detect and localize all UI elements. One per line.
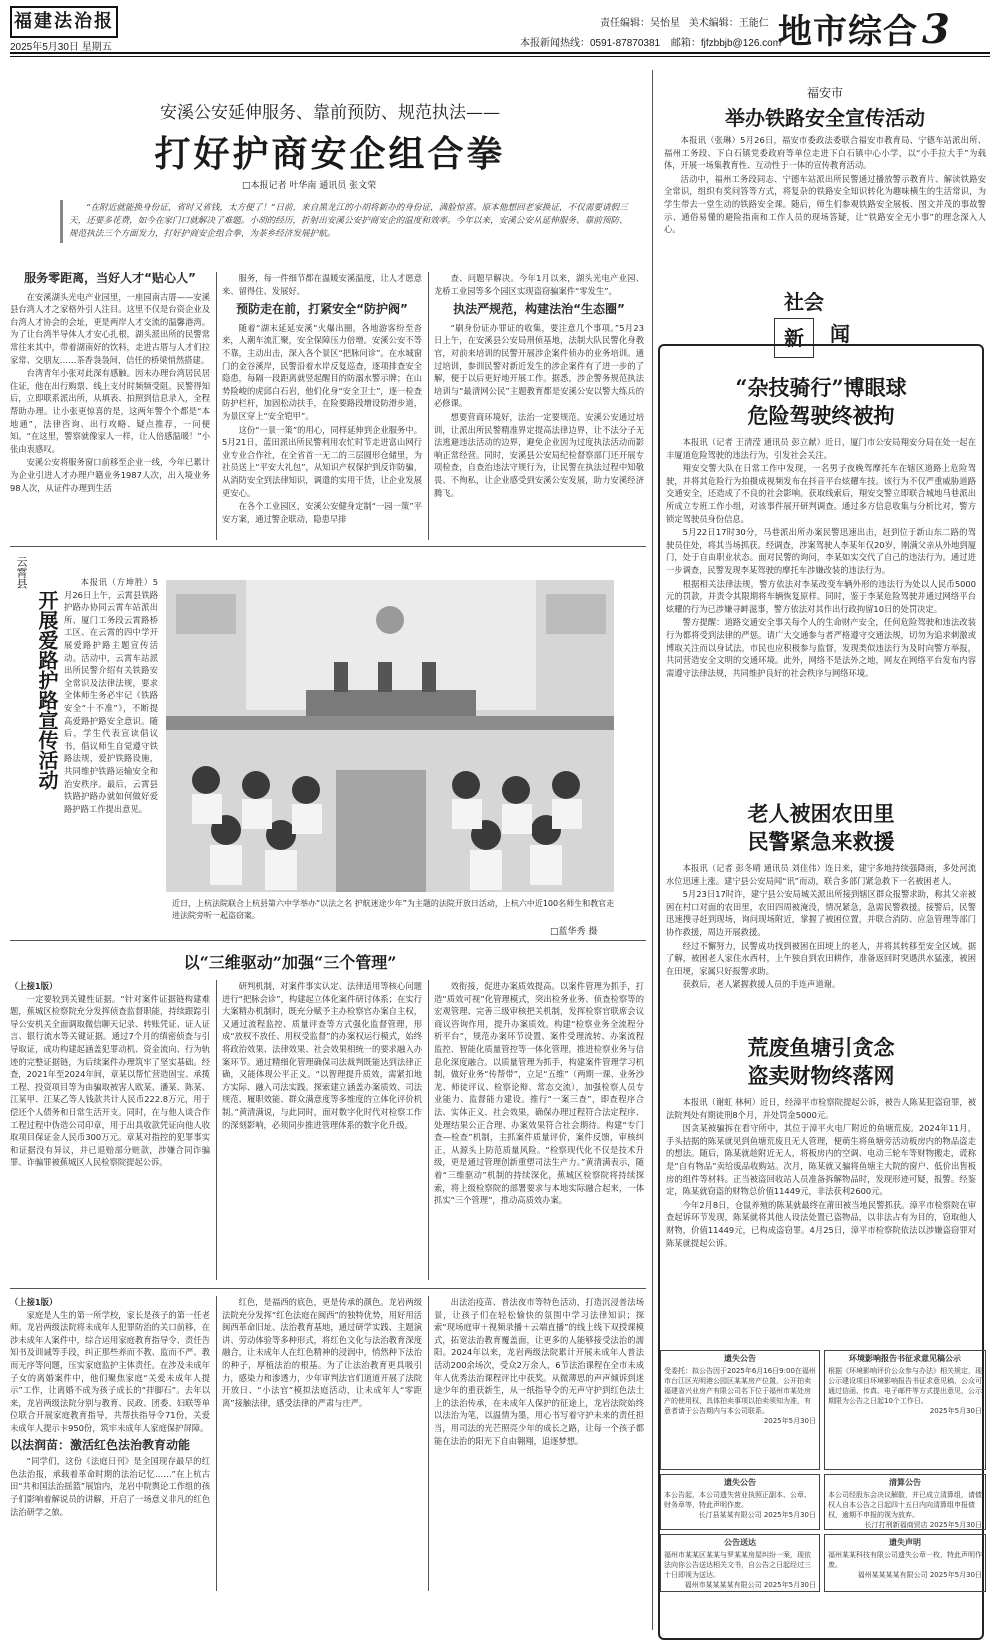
editor-1: 责任编辑：吴怡星	[600, 18, 680, 29]
lead-kicker: 安溪公安延伸服务、靠前预防、规范执法——	[160, 103, 500, 123]
story2-title	[662, 800, 980, 856]
lead-paragraph: 安溪公安将服务窗口前移至企业一线，今年已累计为企业引进人才办理户籍业务1987人次，出入境业务98人次，从证件办理到生活	[10, 457, 210, 493]
story3-paragraph: 今年2月8日，仓鼠养殖的陈某就最终在莆田被当地民警抓获。漳平市检察院在审查起诉环节发现，陈某就将其他人设法处置已盗物品，以非法占有为目的，窃取他人财物，价值11449元，已构成盗窃罪。4月25日，漳平市检察院依法以涉嫌盗窃罪对陈某就提起公诉。	[666, 1199, 976, 1248]
continued-note: （上接1版）	[10, 981, 58, 991]
story2-paragraph: 本报讯（记者 彭冬晴 通讯员 刘佳伟）连日来，建宁多地持续强降雨，多处河流水位迅速上涨。建宁县公安局闻“讯”而动，联合多部门紧急救下一名被困老人。	[666, 863, 976, 886]
lead-intro: “在附近就能换身份证，省时又省钱，太方便了！”日前，来自黑龙江的小胡将新办的身份证，满脸惊喜。原本他想回老家换证，不仅需要请假三天，还要多花费，如今在家门口就解决了难题。小胡的经历，折射出安溪公安护商安企的温度和效率。今年以来，安溪公安从延伸服务、靠前预防、规范执法三个方面发力，打好护商安企组合拳，为茶乡经济发展护航。	[60, 200, 635, 243]
editor-2: 美术编辑：王能仁	[688, 18, 769, 29]
story2-title-line: 老人被困农田里	[747, 801, 895, 826]
story1-paragraph: 警方提醒：道路交通安全事关每个人的生命财产安全，任何危险驾驶和违法改装行为都将受到法律的严惩。请广大交通参与者严格遵守交通法规，切勿为追求刺激或博取关注而以身试法。市民也应积极参与监督，发现类似违法行为及时向警方举报，共同营造安全文明的交通环境。此外，网络不是法外之地，网友在网络平台发布内容需遵守法律法规，共同维护良好的社会秩序与网络环境。	[666, 617, 976, 678]
notice-sign: 福州某某某某有限公司 2025年5月30日	[857, 1571, 982, 1579]
story3-paragraph: 因贪某被骗拆在看守所中，其位于漳平火电厂附近的鱼塘荒废。2024年11月，手头拮据的陈某就见到鱼塘荒废且无人管理，便萌生将鱼塘旁活动板房内的物品盗走的想法。随后，陈某就趁附近无人，将板房内的空调、电动三轮车等财物搬走，谎称是“自有物品”卖给废品收购站。次月，陈某就又骗将鱼塘主大院的窗户、低价出售板房的组件等材料。正当被盗回收站人员准备拆解物品时，发现形迹可疑，报警。经鉴定，陈某就窃盗的财物总价值11449元，非法获利2600元。	[666, 1123, 976, 1197]
column-divider	[428, 1296, 429, 1591]
editors	[600, 14, 775, 29]
notice-2	[824, 1350, 986, 1470]
lead-paragraph: 查、问题早解决。今年1月以来，湖头光电产业园、龙桥工业园等多个园区实现盗窃骗案件“零发生”。	[434, 273, 644, 296]
notice-title: 遗失公告	[724, 1478, 756, 1487]
notice-6	[824, 1534, 986, 1592]
notice-4	[824, 1474, 986, 1530]
story3-title-line: 荒废鱼塘引贪念	[747, 1035, 895, 1060]
lead-paragraph: 在安溪湖头光电产业园里，一座园南古厝——安溪县台湾人才之家格外引人注目。这里不仅是台资企业及台湾人才协会的会址，更是两岸人才交流的温馨港湾。为了让台湾半导体人才安心扎根，湖头派出所的民警常常往来其中，带着湖南好的饮料，走进古厝与人才们拉家常、交朋友……茶香袅袅间，信任的桥梁悄然搭建。	[10, 291, 210, 365]
family-column-3	[434, 1296, 644, 1591]
family-paragraph: 出法治疫苗、普法夜市等特色活动，打造沉浸普法场景，让孩子们在轻松愉快的氛围中学习法律知识；探索“现场庭审＋视频录播＋云端直播”的线上线下双授课模式，拓宽法治教育覆盖面，让更多的人能够接受法治的濡阳。2024年以来，龙岩两级法院累计开展未成年人普法活动200余场次，受众2万余人，6节法治课程在全市未成年人优秀法治课程评比中获奖。从微薄思的声声倾诉到迷途少年的重获新生，从一纸指导令的无声守护到红色法土上的法治传承，在未成年人保护的征途上，龙岩法院始终以法治为笔，以温情为墨，用心书写着守护未来的责任担当，用司法的光芒照亮少年的成长之路，让每一个孩子都能在法治的阳光下自由翱翔，追逐梦想。	[434, 1297, 644, 1446]
three-dim-title: 以“三维驱动”加强“三个管理”	[183, 953, 397, 972]
social-badge-3: 闻	[830, 322, 850, 346]
lead-byline: □本报记者 叶华南 通讯员 张文荣	[242, 181, 377, 191]
story2-paragraph: 5月23日17时许，建宁县公安局城关派出所接到辖区群众报警求助，称其父亲被困在村口对面的农田里，农田四周被淹没，情况紧急，急需民警救援。接警后，民警迅速搜寻赶到现场，询问现场附近，掌握了被困位置，并联合消防、应急管理等部门协作救援，周边开展救援。	[666, 889, 976, 937]
yunxiao-title	[34, 590, 62, 850]
column-divider	[216, 272, 217, 540]
notice-title: 公告送达	[724, 1538, 756, 1547]
notice-3	[660, 1474, 820, 1530]
railway-body	[664, 134, 986, 272]
family-column-2	[222, 1296, 422, 1591]
header-rule-thin	[10, 56, 990, 57]
column-divider	[428, 980, 429, 1280]
story2-title-line: 民警紧急来救援	[747, 829, 895, 854]
notice-title: 清算公告	[889, 1478, 921, 1487]
story2-body	[666, 862, 976, 1026]
family-paragraph: 家庭是人生的第一所学校，家长是孩子的第一任老师。龙岩两级法院将未成年人犯罪防治的关口前移，在涉未成年人案件中，综合运用家庭教育指导令、责任告知书及训诫等手段，纠正那些养而不教、监而不严、教而无序等问题，压实家庭监护主体责任。在涉及未成年子女的离婚案件中，他们聚焦家庭“关爱未成年人提示”工作，让离婚不成为孩子成长的“拌脚石”。去年以来，龙岩两级法院分别与教育、民政、团委、妇联等单位联合开展家庭教育指导，共帮扶指导令71份，关爱未成年人提示卡950份，筑牢未成年人家庭保护屏障。	[10, 1309, 210, 1433]
yunxiao-place-text: 云霄县	[15, 556, 28, 589]
social-badge-2: 新	[774, 318, 814, 358]
railway-paragraph: 活动中，福州工务段同志、宁德车站派出所民警通过播放警示教育片、解读铁路安全常识，组织有奖问答等方式，将复杂的铁路安全知识转化为趣味横生的生活常识，为学生带去一堂生动的铁路安全课。随后，师生们参观铁路安全展板、图文并茂的事故警示、通俗易懂的避险指南和工作人员的现场答疑，让“铁路安全无小事”的理念深入人心。	[664, 173, 986, 235]
paper-name: 福建法治报	[10, 6, 118, 38]
section-name: 地市综合	[778, 12, 918, 52]
lead-paragraph: “刷身份证办罪证的收集，要注意几个事项。”5月23日上午，在安溪县公安局刑侦基地，法制大队民警化身教官，对前来培训的民警开展涉企案件侦办的业务培训。通过培训，参训民警对新近发生的涉企案件有了进一步的了解，便于以后更好地开展工作。据悉，涉企警务规范执法培训与“最清网公民”主题教育都是安溪公安以警大练兵的必修课。	[434, 322, 644, 409]
family-paragraph: “同学们，这份《法庭日刊》是全国现存最早的红色法治报，承载着革命时期的法治记忆……”在上杭古田“共和国法治摇篮”展馆内，龙岩中院舆论工作组的孩子们影响着解说员的讲解，开启了一场意义非凡的红色法治研学之旅。	[10, 1456, 210, 1517]
lead-title: 打好护商安企组合拳	[154, 133, 506, 175]
family-sub: 以法润苗：激活红色法治教育动能	[10, 1437, 191, 1452]
column-divider	[216, 1296, 217, 1591]
hotline: 本报新闻热线：0591-87870381	[520, 38, 661, 49]
page-divider	[652, 70, 653, 1630]
issue-date: 2025年5月30日 星期五	[10, 42, 112, 53]
page-number: 3	[922, 6, 951, 53]
photo-credit: □蓝华秀 摄	[550, 927, 598, 937]
story1-paragraph: 根据相关法律法规，警方依法对李某改变车辆外形的违法行为处以人民币5000元的罚款，并责令其限期将车辆恢复原样。同时，鉴于李某危险驾驶并通过网络平台炫耀的行为已涉嫌寻衅滋事，警方依法对其作出行政拘留10日的处罚决定。	[666, 578, 976, 614]
yunxiao-paragraph: 本报讯（方坤胜）5月26日上午，云霄县铁路护路办协同云霄车站派出所、厦门工务段云霄路桥工区、在云霄的四中学开展爱路护路主题宣传活动。活动中，云霄车站派出所民警介绍有关铁路安全常识及法律法规，要求全体师生务必牢记《铁路安全“十不准”》，不断提高爱路护路安全意识。随后，学生代表宣读倡议书，倡议师生自觉遵守铁路法规，爱护铁路设施，共同维护铁路运输安全和治安秩序。最后，云霄县铁路护路办就如何做好爱路护路工作提出意见。	[64, 577, 158, 814]
yunxiao-title-text: 开展爱路护路宣传活动	[35, 590, 59, 790]
three-dim-paragraph: 一定要较到关键性证据。“针对案件证据链构建难题，蕉城区检察院充分发挥侦查监督职能，持续跟踪引导公安机关全面调取微信聊天记录、转账凭证、证人证言、银行流水等关键证据。通过7个月的缜密侦查与引导取证，成功构建起涵盖犯罪动机、资金流向、行为轨迹的完整证据链，为后续案件办理筑牢了坚实基础。经查，2021年至2024年间，章某以帮忙营造固宝、承揽工程、投资项目等为由骗取被害人欧某、潘某、陈某、江某甲、江某乙等人钱款共计人民币222.8万元，用于偿还个人债务和日常生活开支。同时，在与他人谈合作工程过程中伪造公司印章，用于出具收款凭证向他人收取项目保证金人民币300万元。章某对指控的犯罪事实和证据没有异议，并已退赔部分赃款，涉嫌合同诈骗罪、诈骗罪被蕉城区人民检察院提起公诉。	[10, 993, 210, 1168]
lead-paragraph: 想要营商环境好，法治一定要规范。安溪公安通过培训，让派出所民警精准界定提高法律边界，让不法分子无法逃避违法活动的边界，避免企业因为过度执法活动而影响正常经营。同时，安溪县公安局纪检督察部门还开展专项检查，自查治违法守规行为，让民警在执法过程中知敬畏、不徇私，让企业感受到安溪公安发展，助力安溪经济腾飞。	[434, 411, 644, 498]
notice-sign: 2025年5月30日	[763, 1417, 816, 1425]
story3-body	[666, 1096, 976, 1336]
story1-paragraph: 本报讯（记者 王清滢 通讯员 彭立献）近日，厦门市公安局翔安分局在处一起在丰厦道危险驾驶的违法行为，引发社会关注。	[666, 437, 976, 460]
notice-sign: 长汀县某某有限公司 2025年5月30日	[698, 1511, 816, 1519]
email: 邮箱：fjfzbbjb@126.com	[670, 38, 782, 49]
railway-title: 举办铁路安全宣传活动	[725, 106, 925, 130]
continued-note: （上接1版）	[10, 1297, 58, 1307]
notice-body: 本公告起，本公司遗失营业执照正副本、公章、财务章等，特此声明作废。	[664, 1491, 811, 1509]
yunxiao-body	[64, 576, 158, 936]
lead-paragraph: 随着“湖末延延安溪”火爆出圈，各地游客纷至沓来，人潮车流汇聚，安全保障压力倍增。安溪公安不等不靠，主动出击，深入各个景区“把脉问诊”。在水城窗门的金谷溪岸，民警沿着水岸反复巡查，逐项排查安全隐患，每隔一段距离就竖起醒目的防溺水警示牌；在山势险峻的虎邱白石岩，他们化身“安全卫士”，逐一检查防护栏杆，加固松动扶手，在险要路段增设防滑步道，为景区穿上“安全铠甲”。	[222, 322, 422, 421]
story1-body	[666, 436, 976, 792]
story3-title	[662, 1034, 980, 1090]
railway-place: 福安市	[806, 86, 843, 100]
social-badge-1: 社会	[784, 290, 824, 314]
notice-body: 福州某某科技有限公司遗失公章一枚，特此声明作废。	[828, 1551, 982, 1569]
lead-paragraph: 台湾青年小张对此深有感触。因未办理台湾居民居住证，他在出行购票、线上支付时频频受阻。民警得知后，立即联系派出所，从填表、拍照到信息录入，全程帮助办理。让小张更惊喜的是，这两年警个个都是“本地通”，法律咨询、出行攻略、疑点推荐，一问便知。“在这里，警察就像家人一样，让人倍感温暖！”小张由衷感叹。	[10, 368, 210, 454]
story1-title	[662, 374, 980, 430]
story1-title-line: 危险驾驶终被拘	[747, 403, 895, 428]
column-divider	[216, 980, 217, 1280]
story3-paragraph: 本报讯（谢虹 林柯）近日，经漳平市检察院提起公诉，被告人陈某犯盗窃罪，被法院判处有期徒刑8个月，并处罚金5000元。	[666, 1097, 976, 1120]
notice-sign: 福州市某某某某有限公司 2025年5月30日	[684, 1581, 816, 1589]
story1-paragraph: 5月22日17时30分，马巷派出所办案民警迅速出击，赶到位于新山东二路的驾驶员住处，将其当场抓获。经调查，涉案驾驶人李某年仅20岁，刚满父亲从外地到厦门，处于自由职业状态。面对民警的询问，李某如实交代了自己的违法行为。通过进一步调查，民警发现李某驾驶的摩托车涉嫌改装的违法行为。	[666, 527, 976, 575]
notice-body: 根据《环境影响评价公众参与办法》相关规定，现公示建设项目环境影响报告书征求意见稿，公众可通过信函、传真、电子邮件等方式提出意见，公示期限为公告之日起10个工作日。	[828, 1367, 982, 1405]
lead-column-2	[222, 272, 422, 540]
notice-title: 遗失声明	[889, 1538, 921, 1547]
three-dim-paragraph: 效衔接，促进办案质效提高。以案件管理为抓手，打造“质效可视”化管理模式，突出检务业务、侦查检察等的宏观管理、完善三级审核把关机制，发挥检察官联席会议商议咨询作用，提升办案质效。构建“检察业务全流程分析平台”，规范办案环节设置、案件受理流转、办案流程监控、智能化质量管控等一体化管理，推进检察业务与信息化深度融合。以质量管理为抓手，构建案件管理学习机制，做好业务“传帮带”，立足“五维”（两期一课、业务沙龙、师徒评议、检察论辩、常态交流），加强检察人员专业能力、监督能力建设。推行“一案三查”，即查程序合法、实体正义、社会效果，确保办理过程符合法定程序、处理结果公正合理、办案效果符合社会期待。构建“专门查—检查”机制，主抓案件质量评价，案件反馈，审核纠正，从源头上防范质量风险。“检察现代化不仅是技术升级，更是通过管理创新重塑司法生产力。”黄清满表示，随着“三维驱动”机制的持续深化，蕉城区检察院将持续探索，将上级检察院的部署要求与本地实际融合起来，一体抓实“三个管理”，推动高质效办案。	[434, 981, 644, 1206]
header-rule	[10, 52, 990, 54]
notice-1	[660, 1350, 820, 1470]
notice-sign: 长汀打刑新福商贸店 2025年5月30日	[864, 1521, 982, 1529]
section-divider	[10, 546, 646, 547]
railway-paragraph: 本报讯（张琳）5月26日，福安市委政法委联合福安市教育局、宁德车站派出所、福州工务段、下白石镇党委政府等单位走进下白石镇中心小学，以“小手拉大手”为载体，开展一场集教育性、互动性于一体的宣传教育活动。	[664, 135, 986, 171]
court-photo-illustration	[166, 580, 614, 892]
section-divider	[10, 1288, 646, 1289]
family-column-1	[10, 1296, 210, 1591]
section-title	[778, 4, 951, 53]
notice-body: 本公司经股东会决议解散，并已成立清算组，请债权人自本公告之日起四十五日内向清算组申报债权，逾期不申报的视为放弃。	[828, 1491, 982, 1519]
notice-sign: 2025年5月30日	[929, 1407, 982, 1415]
story1-title-line: “杂技骑行”博眼球	[735, 375, 907, 400]
notice-body: 福州市某某区某某与罗某某房屋纠纷一案，现依法向你公告送达相关文书，自公告之日起经过三十日即视为送达。	[664, 1551, 811, 1579]
notice-body: 受委托：拟公告因于2025年6月16日9:00在福州市台江区光明港公园区某某房产位置，公开拍卖福建省兴业房产有限公司名下位于福州市某处房产的使用权，具体拍卖事项以拍卖须知为准，有意者请于公告期内与本公司联系。	[664, 1367, 816, 1415]
lead-sub-2: 预防走在前，打紧安全“防护阀”	[236, 302, 408, 317]
story2-paragraph: 获救后，老人紧握救援人员的手连声道谢。	[682, 979, 841, 990]
photo-caption: 近日，上杭法院联合上杭县第六中学举办“以法之名 护航迷途少年”为主题的法院开放日活动，上杭六中近100名师生和教官走进法院旁听一起盗窃案。	[172, 899, 615, 920]
notice-title: 环境影响报告书征求意见稿公示	[849, 1354, 961, 1363]
lead-column-1	[10, 272, 210, 540]
lead-sub-1: 服务零距离，当好人才“贴心人”	[24, 272, 196, 285]
story1-paragraph: 翔安交警大队在日常工作中发现，一名男子夜晚驾摩托车在辖区道路上危险驾驶，并将其危险行为拍摄成视频发布在抖音平台炫耀车技。该行为不仅严重威胁道路交通安全，还造成了不良的社会影响。获取线索后，翔安交警立即联合城地马巷派出所成立专班工作小组，对该事件展开研判调查。通过多方信息收集与分析比对，警方锁定驾驶员身份信息。	[666, 463, 976, 524]
lead-column-3	[434, 272, 644, 540]
story2-paragraph: 经过不懈努力，民警成功找到被困在田埂上的老人，并将其转移至安全区域。据了解，被困老人家住水西村，上午独自到农田耕作，准备返回时突遇洪水猛涨，被困在田埂，家属只好报警求助。	[666, 940, 976, 976]
notice-title: 遗失公告	[724, 1354, 756, 1363]
contact-line	[520, 34, 789, 49]
three-dim-paragraph: 研判机制，对案件事实认定、法律适用等核心问题进行“把脉会诊”，构建起立体化案件研讨体系；在实行大案精办机制时，既充分赋予主办检察官办案自主权，又通过流程监控、质量评查等方式强化监督管理，形成“放权不放任、用权受监督”的办案权运行模式，始终将政治效果、法律效果、社会效果相统一的要求融入办案环节。通过精细化管理确保司法裁判既能达到法律正确，又能体现公平正义。“以智理提升质效，需紧扣地方实际、融入司法实践。探索建立涵盖办案质效、司法规范、履职效能、群众满意度等多维度的立体化评价机制。”黄清满说，与此同时，面对数字化时代对检察工作的深刻影响，必须同步推进管理体系的数字化升级。	[222, 981, 422, 1130]
family-paragraph: 红色，是福西的底色，更是传承的颜色。龙岩两级法院充分发挥“红色法庭在闽西”的独特优势，用好用活闽西革命旧址、法治教育基地，通过研学实践、主题演讲、劳动体验等多种形式，将红色文化与法治教育深度融合，让未成年人在红色精神的浸润中，悄然种下法治的种子，厚植法治的根基。为了让法治教育更具吸引力，感染力和渗透力，少年审判法官们道道开展了法院开放日、“小法官”模拟法庭活动，让未成年人“零距离”接触法律，感受法律的严肃与庄严。	[222, 1297, 422, 1408]
lead-paragraph: 这份“一景一策”的用心，同样延伸到企业服务中。5月21日，蓝田派出所民警利用农忙时节走进富山网行业专业合作社，在全省首一无二的三层圆形仓储里，为社员送上“平安大礼包”，从知识产权保护到反诈防骗，从消防安全到法律知识，调遣的实用干货，让企业发展更安心。	[222, 424, 422, 498]
three-dim-column-3	[434, 980, 644, 1280]
column-divider	[428, 272, 429, 540]
three-dim-column-2	[222, 980, 422, 1280]
notice-5	[660, 1534, 820, 1592]
three-dim-column-1	[10, 980, 210, 1280]
lead-paragraph: 服务，每一件细节都在温暖安溪温度，让人才愿意来、留得住、发展好。	[222, 273, 422, 296]
section-divider	[10, 940, 646, 941]
court-photo	[166, 580, 614, 892]
yunxiao-place	[14, 556, 38, 593]
story3-title-line: 盗卖财物终落网	[747, 1063, 895, 1088]
lead-sub-3: 执法严规范，构建法治“生态圈”	[453, 302, 625, 317]
lead-paragraph: 在各个工业园区，安溪公安健身定制“一园一策”平安方案，通过警企联动，隐患早排	[222, 501, 422, 524]
